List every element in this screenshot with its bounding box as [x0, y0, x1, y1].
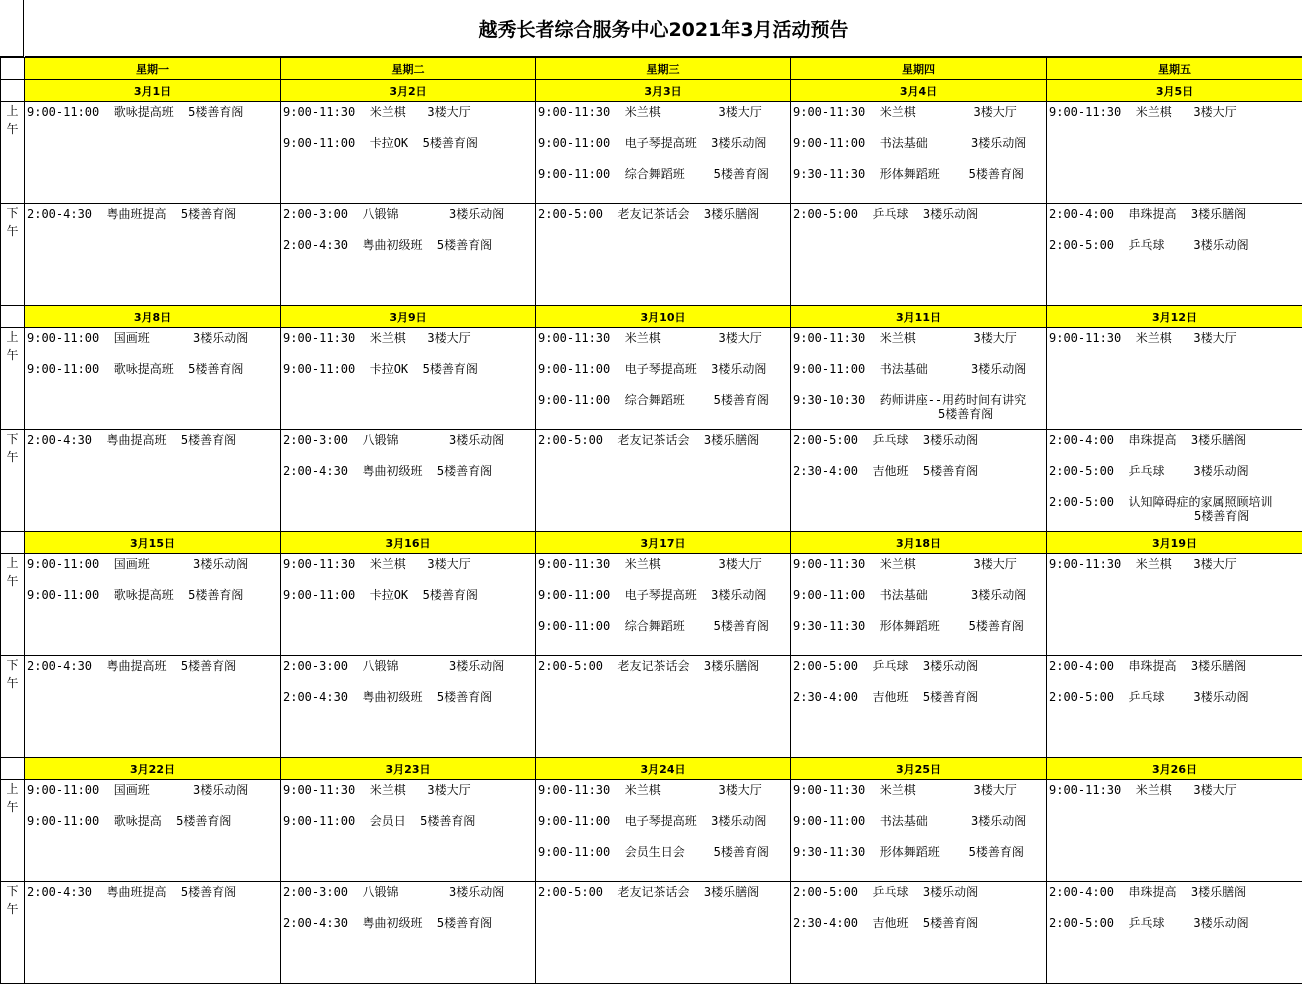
date-header: 3月9日	[281, 306, 536, 328]
date-header: 3月4日	[791, 80, 1047, 102]
weekday-header: 星期一	[25, 58, 281, 80]
schedule-cell	[536, 102, 791, 204]
activity-text: 9:00-11:00 卡拉OK 5楼善育阁	[283, 588, 478, 602]
activity-text: 2:30-4:00 吉他班 5楼善育阁	[793, 690, 979, 704]
weekday-header: 星期五	[1047, 58, 1302, 80]
date-header: 3月26日	[1047, 758, 1302, 780]
activity-entry	[1047, 656, 1302, 687]
schedule-cell	[1047, 430, 1302, 532]
date-header-row	[1, 532, 1302, 554]
activity-text: 9:00-11:00 国画班 3楼乐动阁	[27, 783, 249, 797]
activity-text: 9:00-11:30 米兰棋 3楼大厅	[1049, 557, 1237, 571]
activity-entry	[281, 780, 535, 811]
activity-text: 2:00-5:00 老友记茶话会 3楼乐膳阁	[538, 885, 760, 899]
activity-entry	[536, 616, 790, 647]
activity-entry	[791, 461, 1046, 492]
activity-location: 5楼善育阁	[938, 407, 994, 421]
activity-entry	[536, 554, 790, 585]
activity-text: 9:30-10:30 药师讲座--用药时间有讲究	[793, 393, 1027, 407]
morning-row	[1, 554, 1302, 656]
activity-text: 2:00-5:00 乒乓球 3楼乐动阁	[1049, 690, 1249, 704]
afternoon-label	[1, 656, 25, 758]
activity-text: 2:00-5:00 乒乓球 3楼乐动阁	[793, 885, 979, 899]
date-header: 3月15日	[25, 532, 281, 554]
date-header: 3月3日	[536, 80, 791, 102]
activity-entry	[1047, 430, 1302, 461]
activity-text: 2:00-4:30 粤曲初级班 5楼善育阁	[283, 238, 493, 252]
activity-text: 2:00-4:00 串珠提高 3楼乐膳阁	[1049, 659, 1247, 673]
activity-text: 2:00-3:00 八锻锦 3楼乐动阁	[283, 207, 505, 221]
activity-entry	[25, 554, 280, 585]
slot-label-text: 下午	[6, 432, 19, 464]
activity-text: 2:00-4:30 粤曲班提高 5楼善育阁	[27, 207, 237, 221]
morning-label	[1, 102, 25, 204]
date-header: 3月22日	[25, 758, 281, 780]
activity-entry	[1047, 882, 1302, 913]
afternoon-label	[1, 204, 25, 306]
activity-entry	[791, 430, 1046, 461]
activity-entry	[25, 328, 280, 359]
activity-text: 2:00-4:30 粤曲初级班 5楼善育阁	[283, 464, 493, 478]
activity-entry	[1047, 102, 1302, 133]
activity-text: 9:00-11:00 电子琴提高班 3楼乐动阁	[538, 136, 767, 150]
activity-entry	[791, 554, 1046, 585]
activity-entry	[791, 133, 1046, 164]
activity-entry	[25, 359, 280, 390]
activity-text: 2:00-5:00 乒乓球 3楼乐动阁	[1049, 916, 1249, 930]
activity-entry	[791, 390, 1046, 421]
activity-text: 2:00-4:30 粤曲初级班 5楼善育阁	[283, 690, 493, 704]
activity-entry	[25, 882, 280, 913]
activity-text: 2:00-4:30 粤曲提高班 5楼善育阁	[27, 433, 237, 447]
activity-entry	[791, 882, 1046, 913]
schedule-cell	[791, 328, 1047, 430]
activity-entry	[1047, 913, 1302, 944]
activity-text: 9:00-11:00 书法基础 3楼乐动阁	[793, 136, 1027, 150]
activity-entry	[536, 780, 790, 811]
date-header: 3月24日	[536, 758, 791, 780]
activity-entry	[25, 430, 280, 461]
schedule-cell	[25, 204, 281, 306]
activity-entry	[25, 102, 280, 133]
schedule-cell	[536, 430, 791, 532]
activity-text: 2:00-3:00 八锻锦 3楼乐动阁	[283, 659, 505, 673]
activity-text: 2:00-3:00 八锻锦 3楼乐动阁	[283, 885, 505, 899]
activity-entry	[281, 204, 535, 235]
activity-entry	[791, 687, 1046, 718]
activity-text: 9:00-11:00 会员日 5楼善育阁	[283, 814, 476, 828]
schedule-cell	[791, 102, 1047, 204]
afternoon-row	[1, 882, 1302, 984]
activity-entry	[281, 461, 535, 492]
activity-text: 2:00-4:30 粤曲班提高 5楼善育阁	[27, 885, 237, 899]
date-header-row	[1, 80, 1302, 102]
activity-entry	[1047, 780, 1302, 811]
date-header: 3月10日	[536, 306, 791, 328]
activity-entry	[791, 811, 1046, 842]
row-gutter	[1, 532, 25, 554]
schedule-cell	[25, 554, 281, 656]
morning-row	[1, 328, 1302, 430]
activity-entry	[1047, 461, 1302, 492]
schedule-cell	[536, 554, 791, 656]
schedule-cell	[281, 656, 536, 758]
schedule-cell	[536, 882, 791, 984]
activity-text: 9:00-11:30 米兰棋 3楼大厅	[538, 105, 762, 119]
activity-text: 9:00-11:30 米兰棋 3楼大厅	[283, 331, 471, 345]
afternoon-label	[1, 882, 25, 984]
schedule-cell	[791, 204, 1047, 306]
afternoon-row	[1, 656, 1302, 758]
date-header-row	[1, 758, 1302, 780]
activity-entry	[791, 204, 1046, 235]
activity-text: 9:00-11:30 米兰棋 3楼大厅	[283, 557, 471, 571]
schedule-cell	[281, 430, 536, 532]
weekday-header: 星期三	[536, 58, 791, 80]
activity-entry	[281, 811, 535, 842]
activity-text: 2:00-5:00 乒乓球 3楼乐动阁	[1049, 464, 1249, 478]
activity-entry	[1047, 554, 1302, 585]
activity-entry	[281, 102, 535, 133]
activity-entry	[25, 585, 280, 616]
activity-entry	[1047, 492, 1302, 523]
schedule-cell	[281, 328, 536, 430]
activity-text: 9:00-11:30 米兰棋 3楼大厅	[793, 557, 1017, 571]
date-header: 3月8日	[25, 306, 281, 328]
activity-entry	[1047, 204, 1302, 235]
schedule-cell	[25, 430, 281, 532]
activity-text: 2:00-5:00 乒乓球 3楼乐动阁	[793, 207, 979, 221]
slot-label-text: 上午	[6, 104, 19, 136]
morning-row	[1, 102, 1302, 204]
activity-text: 9:00-11:00 综合舞蹈班 5楼善育阁	[538, 167, 769, 181]
activity-text: 9:00-11:00 国画班 3楼乐动阁	[27, 557, 249, 571]
morning-row	[1, 780, 1302, 882]
date-header: 3月1日	[25, 80, 281, 102]
schedule-cell	[25, 328, 281, 430]
activity-text: 9:00-11:00 电子琴提高班 3楼乐动阁	[538, 814, 767, 828]
date-header: 3月11日	[791, 306, 1047, 328]
activity-entry	[536, 133, 790, 164]
activity-text: 9:30-11:30 形体舞蹈班 5楼善育阁	[793, 845, 1024, 859]
activity-entry	[791, 842, 1046, 873]
activity-entry	[536, 328, 790, 359]
activity-text: 2:00-4:30 粤曲提高班 5楼善育阁	[27, 659, 237, 673]
activity-entry	[536, 359, 790, 390]
schedule-cell	[25, 780, 281, 882]
activity-text: 9:00-11:30 米兰棋 3楼大厅	[793, 105, 1017, 119]
slot-label-text: 下午	[6, 206, 19, 238]
date-header-row	[1, 306, 1302, 328]
activity-text: 9:00-11:30 米兰棋 3楼大厅	[1049, 783, 1237, 797]
schedule-cell	[536, 780, 791, 882]
activity-text: 2:00-5:00 老友记茶话会 3楼乐膳阁	[538, 207, 760, 221]
slot-label-text: 上午	[6, 556, 19, 588]
schedule-cell	[791, 780, 1047, 882]
activity-text: 9:00-11:00 电子琴提高班 3楼乐动阁	[538, 588, 767, 602]
activity-text: 9:00-11:00 电子琴提高班 3楼乐动阁	[538, 362, 767, 376]
activity-entry	[536, 811, 790, 842]
schedule-cell	[1047, 882, 1302, 984]
title-gutter	[0, 0, 24, 57]
activity-entry	[791, 359, 1046, 390]
activity-location: 5楼善育阁	[1194, 509, 1250, 523]
activity-entry	[281, 687, 535, 718]
activity-text: 2:30-4:00 吉他班 5楼善育阁	[793, 916, 979, 930]
activity-entry	[1047, 235, 1302, 266]
activity-entry	[281, 913, 535, 944]
title-bar	[0, 0, 1302, 57]
activity-entry	[25, 811, 280, 842]
activity-entry	[281, 585, 535, 616]
schedule-cell	[1047, 554, 1302, 656]
activity-text: 9:00-11:30 米兰棋 3楼大厅	[283, 783, 471, 797]
schedule-cell	[536, 328, 791, 430]
activity-entry	[536, 656, 790, 687]
activity-text: 9:00-11:30 米兰棋 3楼大厅	[538, 331, 762, 345]
activity-entry	[536, 390, 790, 421]
activity-entry	[536, 102, 790, 133]
activity-entry	[536, 882, 790, 913]
activity-entry	[791, 913, 1046, 944]
activity-text: 9:00-11:00 卡拉OK 5楼善育阁	[283, 136, 478, 150]
date-header: 3月19日	[1047, 532, 1302, 554]
schedule-cell	[1047, 328, 1302, 430]
schedule-cell	[1047, 204, 1302, 306]
date-header: 3月2日	[281, 80, 536, 102]
schedule-cell	[536, 656, 791, 758]
afternoon-label	[1, 430, 25, 532]
activity-text: 9:00-11:30 米兰棋 3楼大厅	[283, 105, 471, 119]
date-header: 3月18日	[791, 532, 1047, 554]
morning-label	[1, 328, 25, 430]
slot-label-text: 下午	[6, 658, 19, 690]
activity-entry	[536, 842, 790, 873]
schedule-cell	[1047, 656, 1302, 758]
afternoon-row	[1, 204, 1302, 306]
activity-text: 9:00-11:00 会员生日会 5楼善育阁	[538, 845, 769, 859]
activity-text: 9:00-11:30 米兰棋 3楼大厅	[538, 783, 762, 797]
activity-entry	[281, 359, 535, 390]
weekday-header: 星期四	[791, 58, 1047, 80]
activity-text: 2:00-5:00 认知障碍症的家属照顾培训	[1049, 495, 1273, 509]
page-title: 越秀长者综合服务中心2021年3月活动预告	[25, 0, 1302, 57]
activity-text: 2:00-4:00 串珠提高 3楼乐膳阁	[1049, 885, 1247, 899]
activity-text: 9:00-11:00 歌咏提高班 5楼善育阁	[27, 362, 244, 376]
activity-entry	[791, 656, 1046, 687]
activity-text: 9:00-11:30 米兰棋 3楼大厅	[793, 783, 1017, 797]
activity-text: 2:00-4:30 粤曲初级班 5楼善育阁	[283, 916, 493, 930]
schedule-cell	[791, 430, 1047, 532]
activity-text: 9:00-11:00 书法基础 3楼乐动阁	[793, 362, 1027, 376]
slot-label-text: 上午	[6, 782, 19, 814]
activity-text: 2:30-4:00 吉他班 5楼善育阁	[793, 464, 979, 478]
activity-entry	[536, 164, 790, 195]
activity-text: 9:00-11:00 歌咏提高 5楼善育阁	[27, 814, 232, 828]
schedule-cell	[281, 204, 536, 306]
activity-text: 9:00-11:00 综合舞蹈班 5楼善育阁	[538, 393, 769, 407]
activity-entry	[791, 164, 1046, 195]
row-gutter	[1, 758, 25, 780]
activity-entry	[25, 204, 280, 235]
activity-text: 2:00-5:00 老友记茶话会 3楼乐膳阁	[538, 659, 760, 673]
date-header: 3月5日	[1047, 80, 1302, 102]
activity-text: 9:30-11:30 形体舞蹈班 5楼善育阁	[793, 167, 1024, 181]
activity-text: 2:00-5:00 乒乓球 3楼乐动阁	[793, 659, 979, 673]
activity-text: 9:00-11:00 书法基础 3楼乐动阁	[793, 588, 1027, 602]
schedule-cell	[281, 554, 536, 656]
schedule-cell	[281, 102, 536, 204]
activity-entry	[791, 102, 1046, 133]
activity-text: 9:00-11:00 歌咏提高班 5楼善育阁	[27, 105, 244, 119]
activity-text: 9:00-11:00 国画班 3楼乐动阁	[27, 331, 249, 345]
weekday-header: 星期二	[281, 58, 536, 80]
schedule-cell	[25, 882, 281, 984]
schedule-table	[0, 57, 1302, 984]
slot-label-text: 下午	[6, 884, 19, 916]
weekday-header-row	[1, 58, 1302, 80]
schedule-cell	[1047, 102, 1302, 204]
activity-entry	[791, 616, 1046, 647]
afternoon-row	[1, 430, 1302, 532]
activity-text: 9:00-11:00 卡拉OK 5楼善育阁	[283, 362, 478, 376]
activity-text: 9:00-11:30 米兰棋 3楼大厅	[1049, 331, 1237, 345]
activity-entry	[791, 328, 1046, 359]
schedule-cell	[281, 780, 536, 882]
date-header: 3月17日	[536, 532, 791, 554]
morning-label	[1, 554, 25, 656]
activity-text: 2:00-3:00 八锻锦 3楼乐动阁	[283, 433, 505, 447]
activity-entry	[281, 554, 535, 585]
activity-text: 2:00-5:00 乒乓球 3楼乐动阁	[1049, 238, 1249, 252]
schedule-cell	[536, 204, 791, 306]
row-gutter	[1, 80, 25, 102]
activity-entry	[281, 235, 535, 266]
activity-entry	[791, 780, 1046, 811]
activity-entry	[1047, 328, 1302, 359]
activity-entry	[536, 430, 790, 461]
activity-entry	[281, 328, 535, 359]
activity-text: 2:00-4:00 串珠提高 3楼乐膳阁	[1049, 207, 1247, 221]
activity-text: 9:00-11:30 米兰棋 3楼大厅	[793, 331, 1017, 345]
schedule-cell	[25, 102, 281, 204]
activity-entry	[281, 882, 535, 913]
schedule-cell	[791, 882, 1047, 984]
activity-entry	[791, 585, 1046, 616]
activity-text: 9:00-11:00 歌咏提高班 5楼善育阁	[27, 588, 244, 602]
activity-text: 2:00-5:00 老友记茶话会 3楼乐膳阁	[538, 433, 760, 447]
date-header: 3月23日	[281, 758, 536, 780]
schedule-cell	[791, 656, 1047, 758]
activity-text: 2:00-4:00 串珠提高 3楼乐膳阁	[1049, 433, 1247, 447]
activity-entry	[281, 133, 535, 164]
activity-entry	[281, 656, 535, 687]
activity-text: 2:00-5:00 乒乓球 3楼乐动阁	[793, 433, 979, 447]
activity-entry	[25, 656, 280, 687]
morning-label	[1, 780, 25, 882]
activity-text: 9:00-11:00 书法基础 3楼乐动阁	[793, 814, 1027, 828]
schedule-cell	[281, 882, 536, 984]
activity-entry	[536, 585, 790, 616]
activity-entry	[281, 430, 535, 461]
date-header: 3月25日	[791, 758, 1047, 780]
activity-entry	[536, 204, 790, 235]
schedule-cell	[791, 554, 1047, 656]
activity-text: 9:00-11:30 米兰棋 3楼大厅	[538, 557, 762, 571]
date-header: 3月16日	[281, 532, 536, 554]
activity-text: 9:30-11:30 形体舞蹈班 5楼善育阁	[793, 619, 1024, 633]
row-gutter	[1, 58, 25, 80]
schedule-cell	[25, 656, 281, 758]
slot-label-text: 上午	[6, 330, 19, 362]
activity-entry	[1047, 687, 1302, 718]
row-gutter	[1, 306, 25, 328]
activity-text: 9:00-11:30 米兰棋 3楼大厅	[1049, 105, 1237, 119]
activity-entry	[25, 780, 280, 811]
schedule-cell	[1047, 780, 1302, 882]
date-header: 3月12日	[1047, 306, 1302, 328]
activity-text: 9:00-11:00 综合舞蹈班 5楼善育阁	[538, 619, 769, 633]
